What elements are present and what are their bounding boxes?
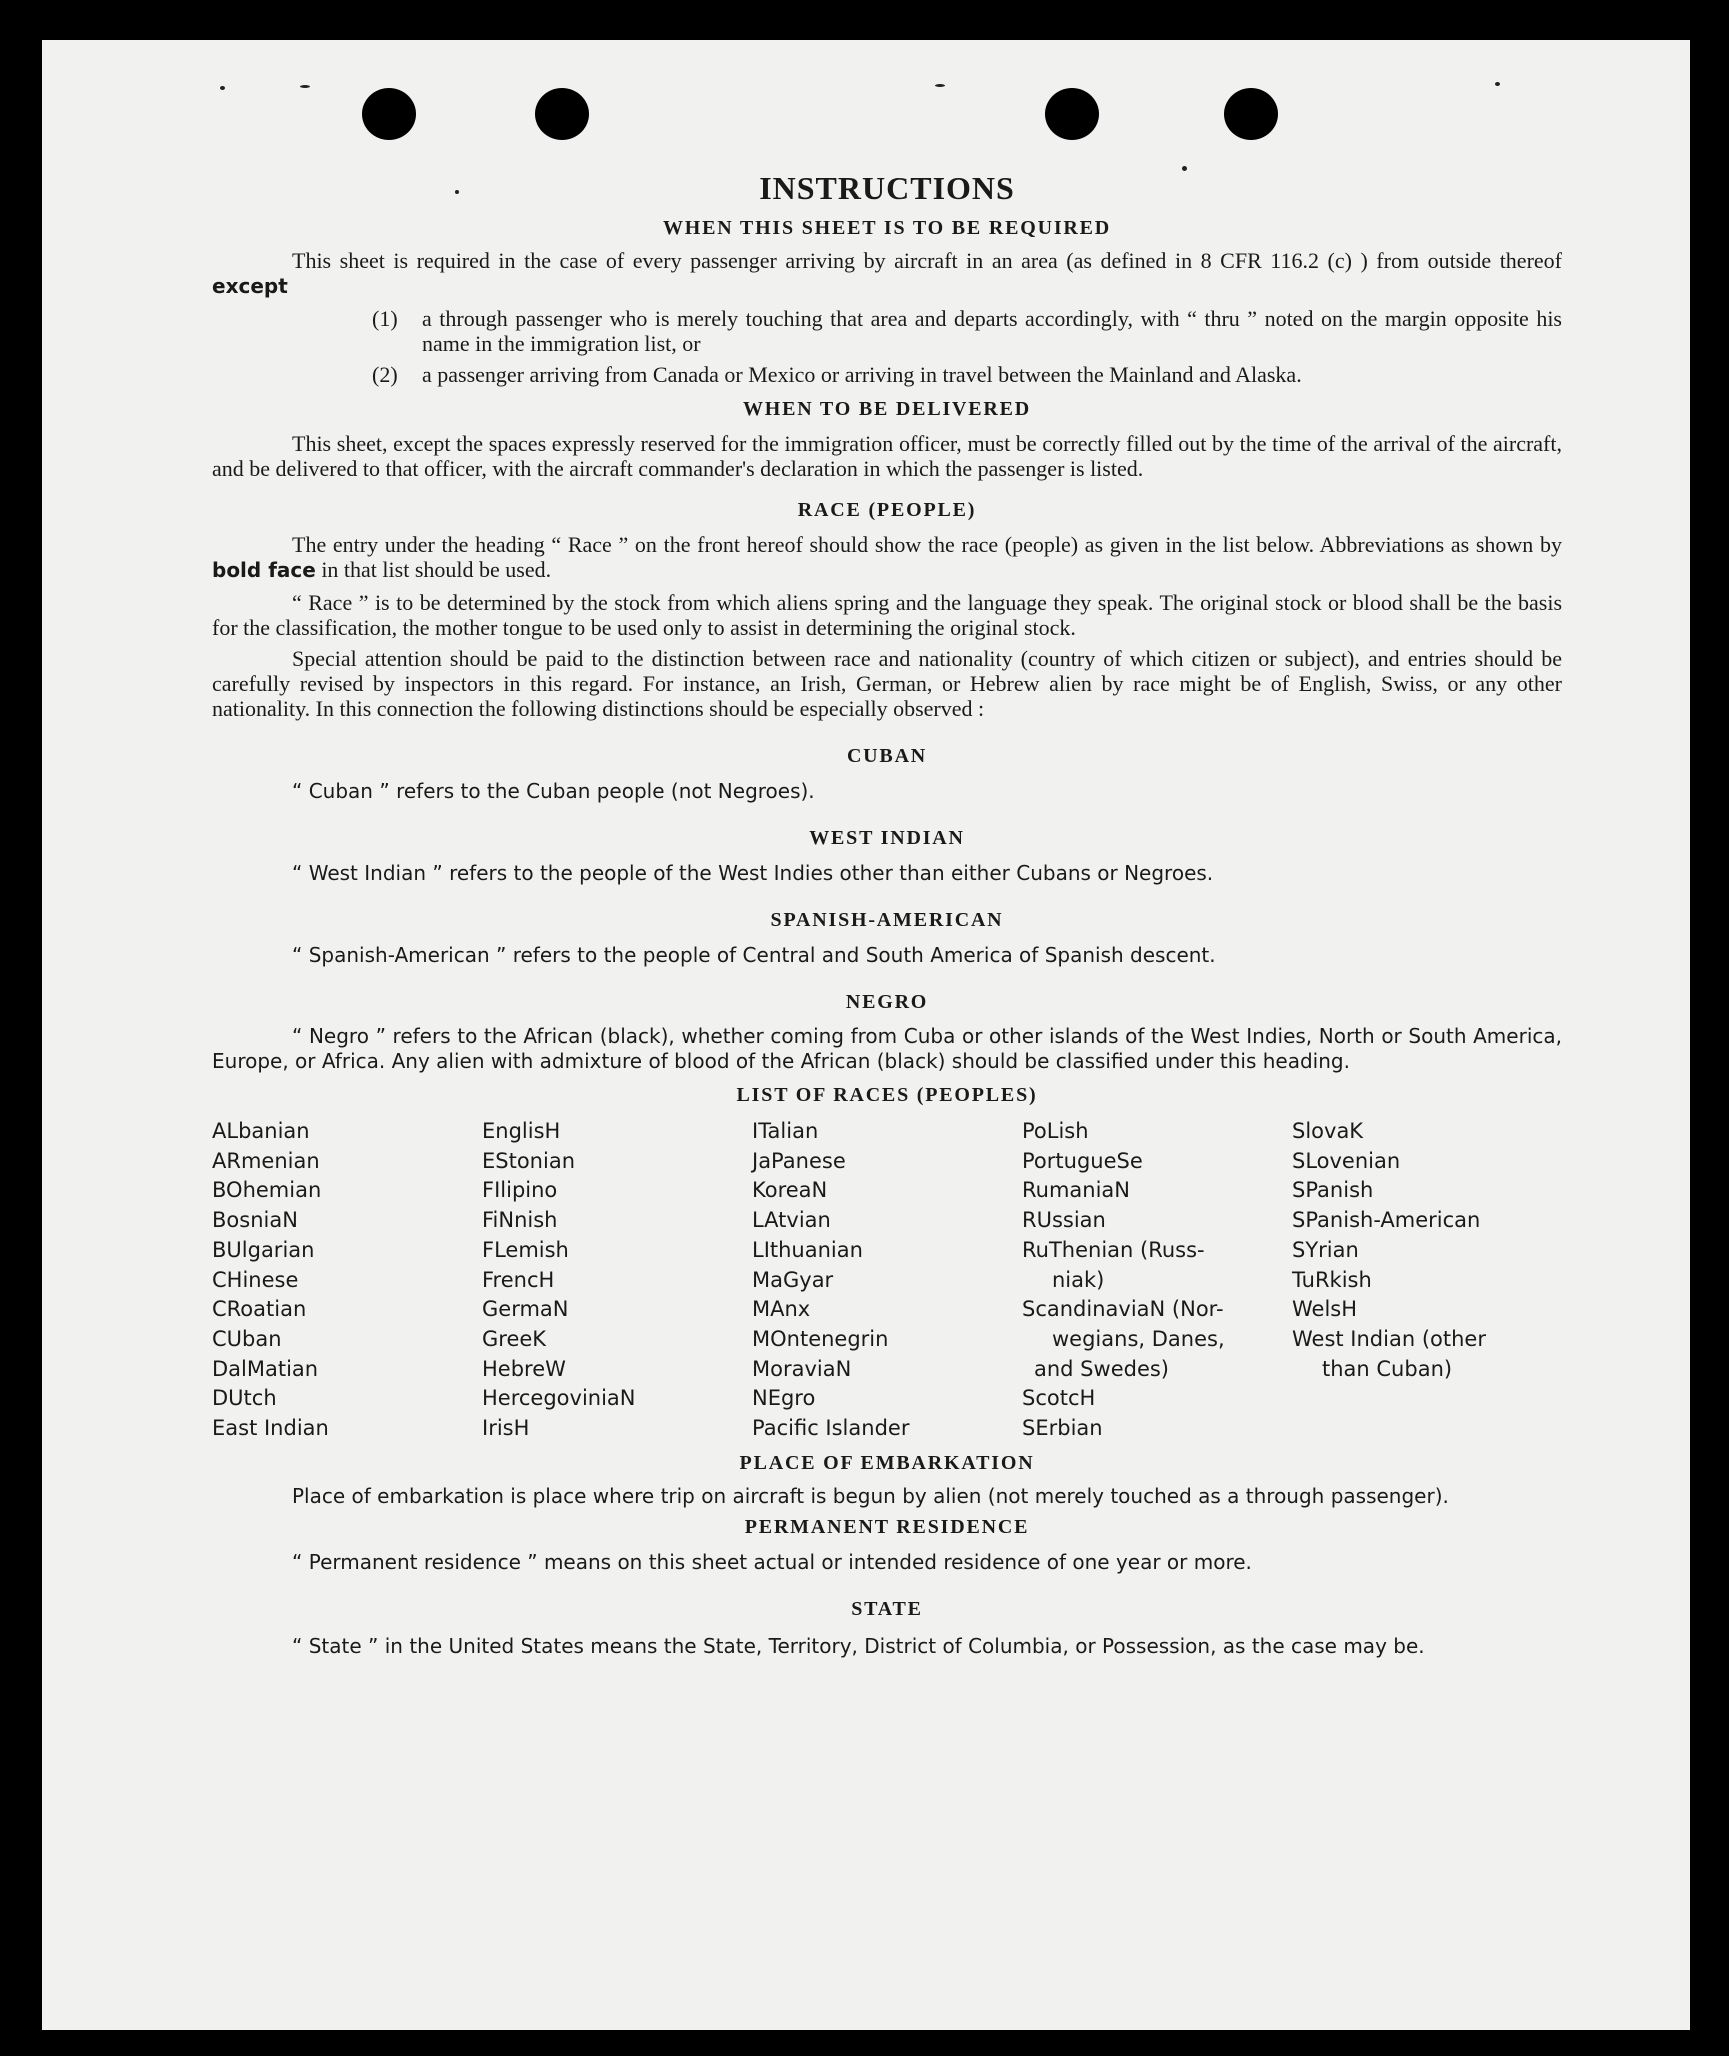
paragraph: “ Spanish-American ” refers to the people of Central and South America of Spanish descent. — [292, 943, 1216, 967]
race-item: HercegoviniaN — [482, 1386, 636, 1411]
race-list-column — [212, 1117, 329, 1444]
race-item: RuThenian (Russ- — [1022, 1237, 1205, 1262]
race-list-column — [752, 1117, 909, 1444]
race-item: East Indian — [212, 1416, 329, 1441]
race-item: KoreaN — [752, 1178, 828, 1203]
race-list-column — [482, 1117, 636, 1444]
race-item: DUtch — [212, 1386, 277, 1411]
paragraph: Special attention should be paid to the distinction between race and nationality (country of which citizen or subject), and entries should be carefully revised by inspectors in this regard. For instance, an Irish, German, or Hebrew alien by race might be of English, Swiss, or any other nationality. In this connection the following distinctions should be especially observed : — [212, 646, 1562, 721]
race-item: CRoatian — [212, 1297, 307, 1322]
paragraph: Place of embarkation is place where trip on aircraft is begun by alien (not merely touched as a through passenger). — [292, 1484, 1449, 1508]
race-item: MAnx — [752, 1297, 811, 1322]
race-item: EStonian — [482, 1148, 576, 1173]
speck — [300, 85, 310, 88]
race-item: ITalian — [752, 1119, 819, 1143]
paragraph: “ Cuban ” refers to the Cuban people (not Negroes). — [292, 779, 815, 803]
race-item: FLemish — [482, 1237, 569, 1262]
race-item: FIlipino — [482, 1178, 558, 1203]
race-item-continued: wegians, Danes, — [1052, 1326, 1225, 1351]
speck — [935, 84, 945, 87]
race-item: HebreW — [482, 1356, 566, 1381]
race-item: NEgro — [752, 1386, 816, 1411]
race-item: MoraviaN — [752, 1356, 852, 1381]
race-item-continued: than Cuban) — [1322, 1356, 1453, 1381]
speck — [1495, 82, 1500, 86]
section-heading: RACE (PEOPLE) — [797, 499, 977, 521]
race-item: SYrian — [1292, 1237, 1359, 1262]
bold-text: except — [212, 274, 288, 298]
section-heading: STATE — [851, 1598, 923, 1620]
race-item: CHinese — [212, 1267, 299, 1292]
paragraph: “ State ” in the United States means the State, Territory, District of Columbia, or Possession, as the case may be. — [292, 1634, 1425, 1658]
race-item: LIthuanian — [752, 1237, 863, 1262]
section-heading: PLACE OF EMBARKATION — [739, 1452, 1035, 1474]
race-item: Pacific Islander — [752, 1416, 910, 1441]
race-item: SlovaK — [1292, 1119, 1364, 1143]
race-item: BOhemian — [212, 1178, 322, 1203]
race-item: MOntenegrin — [752, 1326, 889, 1351]
race-item-continued: and Swedes) — [1034, 1356, 1169, 1381]
race-item: ScandinaviaN (Nor- — [1022, 1297, 1224, 1322]
race-item: ScotcH — [1022, 1386, 1096, 1411]
punch-hole — [362, 88, 416, 140]
race-item: RumaniaN — [1022, 1178, 1131, 1203]
race-item: MaGyar — [752, 1267, 834, 1292]
race-item: SErbian — [1022, 1416, 1103, 1441]
race-list-column — [1022, 1117, 1225, 1444]
section-heading: SPANISH-AMERICAN — [770, 909, 1004, 931]
race-item: BUlgarian — [212, 1237, 315, 1262]
punch-hole — [1045, 88, 1099, 140]
section-heading: WHEN THIS SHEET IS TO BE REQUIRED — [662, 217, 1112, 239]
race-item: SPanish — [1292, 1178, 1374, 1203]
race-item: GermaN — [482, 1297, 569, 1322]
race-list-column — [1292, 1117, 1486, 1384]
race-item: CUban — [212, 1326, 282, 1351]
section-heading: LIST OF RACES (PEOPLES) — [736, 1084, 1038, 1106]
punch-hole — [1224, 88, 1278, 140]
race-item: GreeK — [482, 1326, 547, 1351]
race-item: LAtvian — [752, 1208, 831, 1233]
race-item: West Indian (other — [1292, 1326, 1486, 1351]
race-item: SLovenian — [1292, 1148, 1401, 1173]
paragraph: “ Permanent residence ” means on this sheet actual or intended residence of one year or more. — [292, 1550, 1252, 1574]
race-item: RUssian — [1022, 1208, 1106, 1233]
paragraph: This sheet is required in the case of every passenger arriving by aircraft in an area (as defined in 8 CFR 116.2 (c) ) from outside thereof except — [212, 248, 1562, 298]
race-item: FrencH — [482, 1267, 555, 1292]
race-item: TuRkish — [1292, 1267, 1372, 1292]
speck — [220, 86, 225, 90]
race-item: WelsH — [1292, 1297, 1358, 1322]
race-item: JaPanese — [752, 1148, 846, 1173]
section-heading: CUBAN — [846, 745, 928, 767]
bold-text: bold face — [212, 558, 316, 582]
race-item: DalMatian — [212, 1356, 319, 1381]
paragraph: “ Race ” is to be determined by the stock from which aliens spring and the language they speak. The original stock or blood shall be the basis for the classification, the mother tongue to be used only to assist in determining the original stock. — [212, 590, 1562, 640]
section-heading: WHEN TO BE DELIVERED — [742, 398, 1032, 420]
section-heading: PERMANENT RESIDENCE — [744, 1516, 1030, 1538]
race-item: PoLish — [1022, 1119, 1089, 1143]
page-title: INSTRUCTIONS — [759, 170, 1015, 206]
race-item: ARmenian — [212, 1148, 320, 1173]
exception-item: (1) a through passenger who is merely touching that area and departs accordingly, with “ thru ” noted on the margin opposite his name in the immigration list, or — [372, 306, 1562, 356]
race-list — [212, 1117, 1562, 1452]
race-item: PortugueSe — [1022, 1148, 1143, 1173]
section-heading: NEGRO — [845, 991, 929, 1013]
punch-hole — [535, 88, 589, 140]
race-item: ALbanian — [212, 1119, 310, 1143]
race-item: SPanish-American — [1292, 1208, 1481, 1233]
exception-item: (2) a passenger arriving from Canada or Mexico or arriving in travel between the Mainland and Alaska. — [372, 362, 1302, 387]
document-page — [42, 40, 1690, 2030]
paragraph: This sheet, except the spaces expressly reserved for the immigration officer, must be correctly filled out by the time of the arrival of the aircraft, and be delivered to that officer, with the aircraft commander's declaration in which the passenger is listed. — [212, 431, 1562, 481]
instructions-content — [212, 170, 1562, 1662]
race-item: IrisH — [482, 1416, 530, 1441]
race-item: FiNnish — [482, 1208, 558, 1233]
paragraph: “ West Indian ” refers to the people of the West Indies other than either Cubans or Negroes. — [292, 861, 1214, 885]
race-item: EnglisH — [482, 1119, 561, 1143]
race-item: BosniaN — [212, 1208, 298, 1233]
paragraph: The entry under the heading “ Race ” on the front hereof should show the race (people) as given in the list below. Abbreviations as shown by bold face in that list should be used. — [212, 532, 1562, 582]
exception-list — [372, 306, 1562, 388]
paragraph: “ Negro ” refers to the African (black), whether coming from Cuba or other islands of the West Indies, North or South America, Europe, or Africa. Any alien with admixture of blood of the African (black) should be classified under this heading. — [212, 1024, 1562, 1073]
section-heading: WEST INDIAN — [809, 827, 965, 849]
race-item-continued: niak) — [1052, 1267, 1105, 1292]
